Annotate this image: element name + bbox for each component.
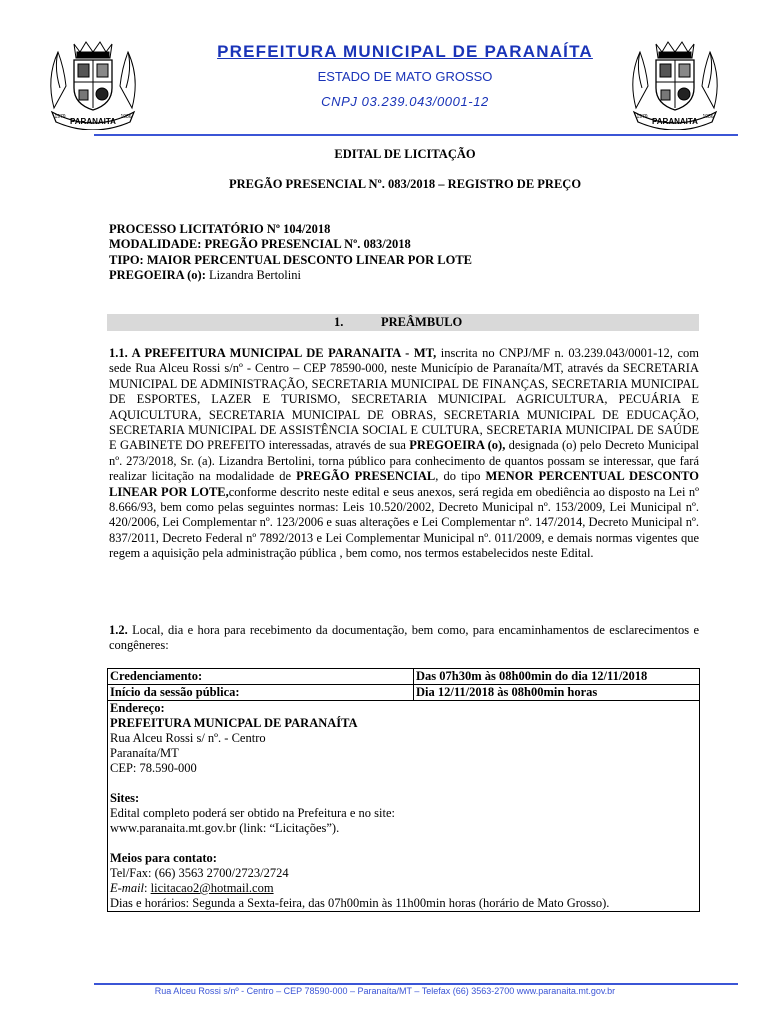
credenciamento-value: Das 07h30m às 08h00min do dia 12/11/2018 bbox=[414, 669, 700, 685]
modalidade-text: MODALIDADE: PREGÃO PRESENCIAL Nº. 083/2018 bbox=[109, 237, 411, 251]
email-label: E-mail bbox=[110, 881, 145, 895]
para-1-1-bold-c: MENOR PERCENTUAL DESCONTO LINEAR POR LOTE, bbox=[109, 469, 699, 499]
para-1-2-lead: 1.2. bbox=[109, 623, 128, 637]
header-title: PREFEITURA MUNICIPAL DE PARANAÍTA bbox=[217, 42, 593, 61]
table-row bbox=[108, 701, 700, 912]
modalidade-line bbox=[109, 237, 411, 253]
header-state: ESTADO DE MATO GROSSO bbox=[317, 69, 493, 84]
processo-line bbox=[109, 222, 330, 238]
seal-year-right: 1986 bbox=[702, 114, 714, 120]
seal-year-left: 1979 bbox=[54, 114, 66, 120]
doc-subtitle: PREGÃO PRESENCIAL Nº. 083/2018 – REGISTRO DE PREÇO bbox=[228, 177, 582, 191]
para-1-2-text: Local, dia e hora para recebimento da documentação, bem como, para encaminhamentos de esclarecimentos e congêneres: bbox=[109, 623, 699, 653]
footer-rule bbox=[94, 983, 738, 985]
sites-label: Sites: bbox=[110, 791, 140, 805]
header-cnpj: CNPJ 03.239.043/0001-12 bbox=[321, 94, 489, 109]
horarios: Dias e horários: Segunda a Sexta-feira, das 07h00min às 11h00min horas (horário de Mato Grosso). bbox=[110, 896, 610, 910]
paragraph-1-1 bbox=[109, 346, 699, 562]
section-heading-preambulo bbox=[107, 314, 699, 331]
email-line: E-mail: licitacao2@hotmail.com bbox=[110, 881, 274, 895]
seal-year-left: 1979 bbox=[636, 114, 648, 120]
para-1-1-text-d: conforme descrito neste edital e seus anexos, será regida em obediência ao disposto na Lei nº 8.666/93, bem como pelas seguintes normas: Leis 10.520/2002, Decreto Municipal nº. 153/2009, Lei Municipal nº. 420/2006, Lei Complementar nº. 123/2006 e suas alterações e Lei Complementar nº. 147/2014, Decreto Municipal nº. 837/2011, Decreto Federal nº 7892/2013 e Lei Complementar Municipal nº. 011/2009, e demais normas vigentes que regem a aquisição pela administração pública , bem como, nos termos estabelecidos neste Edital. bbox=[109, 484, 699, 561]
tipo-line bbox=[109, 253, 472, 269]
sessao-label: Início da sessão pública: bbox=[108, 685, 414, 701]
processo-text: PROCESSO LICITATÓRIO Nº 104/2018 bbox=[109, 222, 331, 236]
sessao-value: Dia 12/11/2018 às 08h00min horas bbox=[414, 685, 700, 701]
section-number: 1. bbox=[334, 315, 344, 329]
doc-title: EDITAL DE LICITAÇÃO bbox=[334, 147, 476, 161]
sites-text: Edital completo poderá ser obtido na Prefeitura e no site: bbox=[110, 806, 395, 820]
seal-year-right: 1986 bbox=[120, 114, 132, 120]
header-rule bbox=[94, 134, 738, 136]
para-1-1-bold-a: PREGOEIRA (o), bbox=[409, 438, 506, 453]
endereco-label: Endereço: bbox=[110, 701, 165, 715]
section-title: PREÂMBULO bbox=[381, 315, 463, 329]
telfax: Tel/Fax: (66) 3563 2700/2723/2724 bbox=[110, 866, 289, 880]
para-1-1-bold-b: PREGÃO PRESENCIAL bbox=[296, 469, 436, 484]
paragraph-1-2 bbox=[109, 623, 699, 654]
seal-ribbon-text: PARANAITA bbox=[652, 117, 698, 126]
credenciamento-label: Credenciamento: bbox=[108, 669, 414, 685]
email-link[interactable]: licitacao2@hotmail.com bbox=[150, 881, 274, 895]
para-1-1-text-b: designada (o) pelo Decreto Municipal nº. 273/2018, Sr. (a). Lizandra Bertolini, torna público para conhecimento de quantos possam se interessar, que fará realizar licitação na modalidade de bbox=[109, 438, 699, 484]
schedule-table bbox=[107, 668, 700, 912]
para-1-1-text-c: , do tipo bbox=[435, 469, 486, 484]
pregoeira-line bbox=[109, 268, 301, 284]
para-1-1-lead: 1.1. A PREFEITURA MUNICIPAL DE PARANAITA - MT, bbox=[109, 346, 437, 360]
footer-text: Rua Alceu Rossi s/nº - Centro – CEP 78590-000 – Paranaíta/MT – Telefax (66) 3563-2700 www.paranaita.mt.gov.br bbox=[154, 986, 616, 996]
para-1-1-text-a: inscrita no CNPJ/MF n. 03.239.043/0001-12, com sede Rua Alceu Rossi s/nº - Centro – CEP 78590-000, neste Município de Paranaíta/MT, através da SECRETARIA MUNICIPAL DE ADMINISTRAÇÃO, SECRETARIA MUNICIPAL DE FINANÇAS, SECRETARIA MUNICIPAL DE ESPORTES, LAZER E TURISMO, SECRETARIA MUNICIPAL AGRICULTURA, PECUÁRIA E AQUICULTURA, SECRETARIA MUNICIPAL DE OBRAS, SECRETARIA MUNICIPAL DE EDUCAÇÃO, SECRETARIA MUNICIPAL DE ASSISTÊNCIA SOCIAL E CULTURA, SECRETARIA MUNICIPAL DE SAÚDE E GABINETE DO PREFEITO interessadas, através de sua bbox=[109, 346, 699, 453]
table-row bbox=[108, 669, 700, 685]
address-cell bbox=[108, 701, 700, 912]
address-street: Rua Alceu Rossi s/ nº. - Centro bbox=[110, 731, 266, 745]
tipo-text: TIPO: MAIOR PERCENTUAL DESCONTO LINEAR POR LOTE bbox=[109, 253, 473, 267]
table-row bbox=[108, 685, 700, 701]
pregoeira-name: Lizandra Bertolini bbox=[209, 268, 301, 282]
sites-url[interactable]: www.paranaita.mt.gov.br (link: “Licitações”). bbox=[110, 821, 340, 835]
address-cep: CEP: 78.590-000 bbox=[110, 761, 197, 775]
pregoeira-label: PREGOEIRA (o): bbox=[109, 268, 206, 282]
address-city: Paranaíta/MT bbox=[110, 746, 179, 760]
seal-ribbon-text: PARANAITA bbox=[70, 117, 116, 126]
contato-label: Meios para contato: bbox=[110, 851, 217, 865]
org-name: PREFEITURA MUNICPAL DE PARANAÍTA bbox=[110, 716, 358, 730]
